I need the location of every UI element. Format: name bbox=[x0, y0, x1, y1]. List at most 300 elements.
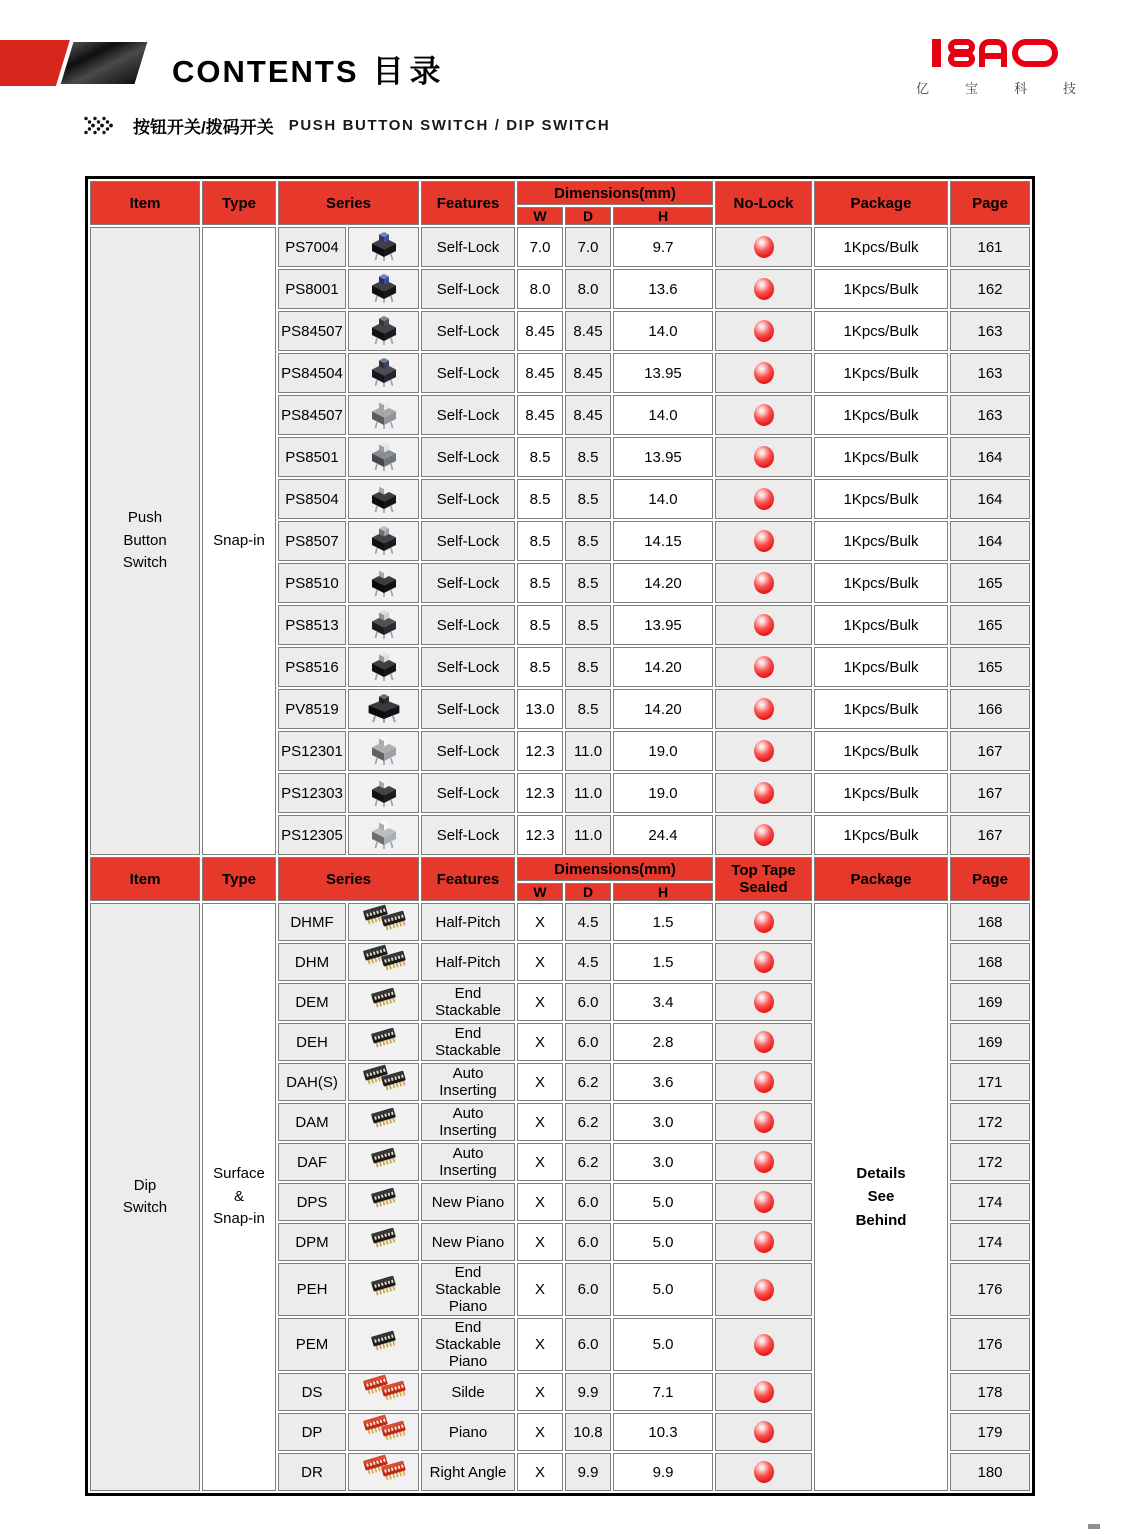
cell-indicator bbox=[715, 647, 812, 687]
cell-page: 166 bbox=[950, 689, 1030, 729]
cell-dimension-d: 8.5 bbox=[565, 605, 611, 645]
cell-dimension-h: 14.15 bbox=[613, 521, 713, 561]
cell-dimension-d: 6.2 bbox=[565, 1143, 611, 1181]
section-label-en: PUSH BUTTON SWITCH / DIP SWITCH bbox=[288, 117, 611, 134]
cell-page: 168 bbox=[950, 903, 1030, 941]
cell-dimension-d: 6.0 bbox=[565, 1183, 611, 1221]
cell-package: 1Kpcs/Bulk bbox=[814, 479, 948, 519]
cell-page: 163 bbox=[950, 395, 1030, 435]
cell-dimension-h: 3.0 bbox=[613, 1143, 713, 1181]
cell-product-photo bbox=[348, 1223, 419, 1261]
cell-indicator bbox=[715, 1063, 812, 1101]
column-header-package: Package bbox=[814, 181, 948, 225]
cell-page: 176 bbox=[950, 1263, 1030, 1316]
cell-dimension-d: 8.5 bbox=[565, 647, 611, 687]
cell-page: 169 bbox=[950, 1023, 1030, 1061]
cell-series: PV8519 bbox=[278, 689, 346, 729]
cell-dimension-d: 8.5 bbox=[565, 479, 611, 519]
cell-series: DP bbox=[278, 1413, 346, 1451]
cell-series: DEM bbox=[278, 983, 346, 1021]
cell-product-photo bbox=[348, 983, 419, 1021]
cell-features: New Piano bbox=[421, 1223, 515, 1261]
cell-dimension-w: X bbox=[517, 1063, 563, 1101]
table-row bbox=[90, 227, 1030, 267]
cell-page: 176 bbox=[950, 1318, 1030, 1371]
cell-features: Self-Lock bbox=[421, 311, 515, 351]
cell-dimension-h: 24.4 bbox=[613, 815, 713, 855]
cell-package-merged: Details See Behind bbox=[814, 903, 948, 1491]
cell-dimension-w: X bbox=[517, 1413, 563, 1451]
cell-package: 1Kpcs/Bulk bbox=[814, 689, 948, 729]
cell-page: 172 bbox=[950, 1143, 1030, 1181]
red-indicator-dot bbox=[754, 1279, 774, 1301]
push-button-switch-photo bbox=[364, 522, 404, 556]
cell-series: DAF bbox=[278, 1143, 346, 1181]
cell-dimension-d: 8.45 bbox=[565, 311, 611, 351]
cell-indicator bbox=[715, 1263, 812, 1316]
cell-page: 164 bbox=[950, 437, 1030, 477]
red-indicator-dot bbox=[754, 1381, 774, 1403]
red-indicator-dot bbox=[754, 1071, 774, 1093]
brand-char: 技 bbox=[1062, 81, 1076, 96]
cell-indicator bbox=[715, 437, 812, 477]
cell-indicator bbox=[715, 1223, 812, 1261]
cell-indicator bbox=[715, 983, 812, 1021]
cell-package: 1Kpcs/Bulk bbox=[814, 311, 948, 351]
cell-features: Auto Inserting bbox=[421, 1143, 515, 1181]
push-button-switch-photo bbox=[364, 396, 404, 430]
cell-product-photo bbox=[348, 227, 419, 267]
cell-series: DS bbox=[278, 1373, 346, 1411]
column-header-h: H bbox=[613, 207, 713, 225]
cell-series: PS8501 bbox=[278, 437, 346, 477]
column-header-page: Page bbox=[950, 857, 1030, 901]
dip-switch-photo bbox=[361, 1374, 407, 1406]
cell-series: DHMF bbox=[278, 903, 346, 941]
push-button-switch-photo bbox=[364, 480, 404, 514]
push-button-switch-photo bbox=[364, 648, 404, 682]
cell-series: PS12305 bbox=[278, 815, 346, 855]
cell-dimension-d: 6.0 bbox=[565, 1223, 611, 1261]
cell-series: DEH bbox=[278, 1023, 346, 1061]
cell-dimension-h: 5.0 bbox=[613, 1183, 713, 1221]
red-indicator-dot bbox=[754, 782, 774, 804]
cell-features: Self-Lock bbox=[421, 689, 515, 729]
cell-product-photo bbox=[348, 903, 419, 941]
column-header-dimensions: Dimensions(mm) bbox=[517, 857, 713, 881]
brandmark-parallelograms bbox=[0, 40, 152, 91]
cell-indicator bbox=[715, 1413, 812, 1451]
cell-features: Self-Lock bbox=[421, 605, 515, 645]
cell-features: Self-Lock bbox=[421, 647, 515, 687]
push-button-switch-photo bbox=[364, 816, 404, 850]
cell-dimension-h: 2.8 bbox=[613, 1023, 713, 1061]
column-header-item: Item bbox=[90, 181, 200, 225]
cell-dimension-w: X bbox=[517, 1183, 563, 1221]
push-button-switch-photo bbox=[364, 690, 404, 724]
type-group-cell: Snap-in bbox=[202, 227, 276, 855]
cell-features: Self-Lock bbox=[421, 269, 515, 309]
push-button-switch-photo bbox=[364, 774, 404, 808]
dip-switch-photo bbox=[361, 944, 407, 976]
cell-dimension-d: 11.0 bbox=[565, 815, 611, 855]
brand-char: 亿 bbox=[916, 81, 930, 96]
cell-features: Self-Lock bbox=[421, 773, 515, 813]
cell-page: 169 bbox=[950, 983, 1030, 1021]
cell-dimension-d: 9.9 bbox=[565, 1453, 611, 1491]
cell-dimension-d: 6.0 bbox=[565, 1318, 611, 1371]
cell-dimension-h: 13.6 bbox=[613, 269, 713, 309]
cell-package: 1Kpcs/Bulk bbox=[814, 437, 948, 477]
cell-dimension-w: X bbox=[517, 983, 563, 1021]
cell-page: 165 bbox=[950, 563, 1030, 603]
cell-dimension-h: 14.20 bbox=[613, 647, 713, 687]
cell-dimension-w: 12.3 bbox=[517, 773, 563, 813]
cell-product-photo bbox=[348, 437, 419, 477]
cell-series: PS8513 bbox=[278, 605, 346, 645]
dip-switch-photo bbox=[361, 1327, 407, 1359]
cell-indicator bbox=[715, 479, 812, 519]
cell-indicator bbox=[715, 731, 812, 771]
red-indicator-dot bbox=[754, 1191, 774, 1213]
cell-features: Self-Lock bbox=[421, 395, 515, 435]
red-indicator-dot bbox=[754, 1421, 774, 1443]
cell-series: DAM bbox=[278, 1103, 346, 1141]
dip-switch-photo bbox=[361, 904, 407, 936]
table-section-rows bbox=[90, 903, 1030, 1491]
cell-page: 165 bbox=[950, 647, 1030, 687]
column-header-d: D bbox=[565, 207, 611, 225]
cell-series: DHM bbox=[278, 943, 346, 981]
cell-product-photo bbox=[348, 1453, 419, 1491]
cell-indicator bbox=[715, 269, 812, 309]
cell-page: 174 bbox=[950, 1183, 1030, 1221]
cell-product-photo bbox=[348, 1183, 419, 1221]
cell-product-photo bbox=[348, 1373, 419, 1411]
cell-features: End Stackable Piano bbox=[421, 1318, 515, 1371]
dip-switch-photo bbox=[361, 1224, 407, 1256]
cell-series: PEH bbox=[278, 1263, 346, 1316]
cell-dimension-d: 6.2 bbox=[565, 1063, 611, 1101]
cell-dimension-d: 7.0 bbox=[565, 227, 611, 267]
red-indicator-dot bbox=[754, 911, 774, 933]
cell-dimension-w: 8.5 bbox=[517, 647, 563, 687]
red-indicator-dot bbox=[754, 824, 774, 846]
cell-features: Self-Lock bbox=[421, 815, 515, 855]
cell-series: PS12301 bbox=[278, 731, 346, 771]
cell-product-photo bbox=[348, 689, 419, 729]
cell-features: End Stackable bbox=[421, 983, 515, 1021]
cell-indicator bbox=[715, 605, 812, 645]
cell-page: 168 bbox=[950, 943, 1030, 981]
dip-switch-photo bbox=[361, 1414, 407, 1446]
cell-dimension-w: X bbox=[517, 903, 563, 941]
red-indicator-dot bbox=[754, 1151, 774, 1173]
cell-page: 165 bbox=[950, 605, 1030, 645]
cell-dimension-d: 8.5 bbox=[565, 521, 611, 561]
cell-dimension-w: 8.5 bbox=[517, 521, 563, 561]
cell-dimension-d: 8.5 bbox=[565, 689, 611, 729]
cell-dimension-w: 8.45 bbox=[517, 395, 563, 435]
red-indicator-dot bbox=[754, 236, 774, 258]
footer-page-mark bbox=[1088, 1524, 1100, 1529]
red-indicator-dot bbox=[754, 320, 774, 342]
cell-product-photo bbox=[348, 943, 419, 981]
cell-dimension-d: 6.2 bbox=[565, 1103, 611, 1141]
red-indicator-dot bbox=[754, 1031, 774, 1053]
cell-indicator bbox=[715, 227, 812, 267]
cell-series: PS8516 bbox=[278, 647, 346, 687]
cell-page: 163 bbox=[950, 353, 1030, 393]
cell-dimension-d: 6.0 bbox=[565, 1263, 611, 1316]
cell-page: 167 bbox=[950, 773, 1030, 813]
ibao-logo-icon bbox=[931, 36, 1061, 70]
cell-dimension-d: 8.45 bbox=[565, 353, 611, 393]
cell-indicator bbox=[715, 353, 812, 393]
contents-table bbox=[88, 179, 1032, 1493]
column-header-features: Features bbox=[421, 181, 515, 225]
cell-dimension-w: X bbox=[517, 1453, 563, 1491]
cell-product-photo bbox=[348, 731, 419, 771]
red-indicator-dot bbox=[754, 1461, 774, 1483]
cell-dimension-h: 3.6 bbox=[613, 1063, 713, 1101]
dip-switch-photo bbox=[361, 1184, 407, 1216]
cell-dimension-w: X bbox=[517, 1318, 563, 1371]
cell-page: 179 bbox=[950, 1413, 1030, 1451]
cell-dimension-h: 5.0 bbox=[613, 1223, 713, 1261]
cell-dimension-w: 8.5 bbox=[517, 437, 563, 477]
cell-page: 162 bbox=[950, 269, 1030, 309]
cell-features: Self-Lock bbox=[421, 437, 515, 477]
brand-char: 科 bbox=[1013, 81, 1027, 96]
cell-dimension-w: X bbox=[517, 1223, 563, 1261]
cell-dimension-h: 13.95 bbox=[613, 437, 713, 477]
cell-dimension-h: 19.0 bbox=[613, 731, 713, 771]
cell-dimension-h: 14.20 bbox=[613, 689, 713, 729]
red-indicator-dot bbox=[754, 404, 774, 426]
column-header-series: Series bbox=[278, 857, 419, 901]
cell-dimension-w: X bbox=[517, 943, 563, 981]
cell-page: 164 bbox=[950, 521, 1030, 561]
cell-product-photo bbox=[348, 815, 419, 855]
cell-indicator bbox=[715, 1373, 812, 1411]
cell-dimension-d: 11.0 bbox=[565, 773, 611, 813]
cell-product-photo bbox=[348, 563, 419, 603]
cell-dimension-w: 8.0 bbox=[517, 269, 563, 309]
cell-product-photo bbox=[348, 1023, 419, 1061]
cell-dimension-w: 12.3 bbox=[517, 815, 563, 855]
column-header-type: Type bbox=[202, 181, 276, 225]
cell-features: Piano bbox=[421, 1413, 515, 1451]
push-button-switch-photo bbox=[364, 228, 404, 262]
push-button-switch-photo bbox=[364, 354, 404, 388]
red-indicator-dot bbox=[754, 362, 774, 384]
cell-dimension-w: 8.5 bbox=[517, 563, 563, 603]
column-header-item: Item bbox=[90, 857, 200, 901]
cell-dimension-h: 13.95 bbox=[613, 353, 713, 393]
cell-page: 167 bbox=[950, 731, 1030, 771]
cell-indicator bbox=[715, 903, 812, 941]
cell-indicator bbox=[715, 773, 812, 813]
cell-features: Right Angle bbox=[421, 1453, 515, 1491]
push-button-switch-photo bbox=[364, 270, 404, 304]
cell-indicator bbox=[715, 689, 812, 729]
cell-dimension-d: 6.0 bbox=[565, 1023, 611, 1061]
cell-indicator bbox=[715, 1023, 812, 1061]
cell-dimension-h: 14.0 bbox=[613, 479, 713, 519]
red-indicator-dot bbox=[754, 951, 774, 973]
column-header-features: Features bbox=[421, 857, 515, 901]
cell-package: 1Kpcs/Bulk bbox=[814, 815, 948, 855]
cell-series: PEM bbox=[278, 1318, 346, 1371]
push-button-switch-photo bbox=[364, 606, 404, 640]
red-indicator-dot bbox=[754, 740, 774, 762]
cell-indicator bbox=[715, 1453, 812, 1491]
cell-product-photo bbox=[348, 395, 419, 435]
red-indicator-dot bbox=[754, 488, 774, 510]
cell-dimension-d: 8.5 bbox=[565, 563, 611, 603]
column-header-w: W bbox=[517, 207, 563, 225]
cell-dimension-h: 10.3 bbox=[613, 1413, 713, 1451]
cell-product-photo bbox=[348, 269, 419, 309]
column-header-type: Type bbox=[202, 857, 276, 901]
cell-features: Self-Lock bbox=[421, 563, 515, 603]
cell-dimension-h: 7.1 bbox=[613, 1373, 713, 1411]
push-button-switch-photo bbox=[364, 732, 404, 766]
red-indicator-dot bbox=[754, 446, 774, 468]
cell-dimension-h: 5.0 bbox=[613, 1318, 713, 1371]
cell-dimension-d: 8.45 bbox=[565, 395, 611, 435]
column-header-d: D bbox=[565, 883, 611, 901]
cell-page: 163 bbox=[950, 311, 1030, 351]
cell-package: 1Kpcs/Bulk bbox=[814, 731, 948, 771]
cell-features: Self-Lock bbox=[421, 521, 515, 561]
cell-package: 1Kpcs/Bulk bbox=[814, 563, 948, 603]
cell-package: 1Kpcs/Bulk bbox=[814, 521, 948, 561]
item-group-cell: Dip Switch bbox=[90, 903, 200, 1491]
cell-product-photo bbox=[348, 1318, 419, 1371]
cell-dimension-w: 13.0 bbox=[517, 689, 563, 729]
cell-dimension-d: 10.8 bbox=[565, 1413, 611, 1451]
cell-dimension-h: 14.20 bbox=[613, 563, 713, 603]
dip-switch-photo bbox=[361, 1064, 407, 1096]
cell-dimension-d: 11.0 bbox=[565, 731, 611, 771]
page-title bbox=[172, 46, 447, 91]
section-label-zh: 按钮开关/拨码开关 bbox=[133, 118, 274, 137]
cell-dimension-w: X bbox=[517, 1263, 563, 1316]
cell-dimension-h: 3.4 bbox=[613, 983, 713, 1021]
item-group-cell: Push Button Switch bbox=[90, 227, 200, 855]
red-indicator-dot bbox=[754, 278, 774, 300]
cell-product-photo bbox=[348, 521, 419, 561]
cell-dimension-h: 3.0 bbox=[613, 1103, 713, 1141]
column-header-indicator: Top Tape Sealed bbox=[715, 857, 812, 901]
cell-series: DPS bbox=[278, 1183, 346, 1221]
cell-dimension-h: 19.0 bbox=[613, 773, 713, 813]
cell-product-photo bbox=[348, 311, 419, 351]
push-button-switch-photo bbox=[364, 312, 404, 346]
cell-product-photo bbox=[348, 1063, 419, 1101]
cell-features: New Piano bbox=[421, 1183, 515, 1221]
cell-series: DAH(S) bbox=[278, 1063, 346, 1101]
cell-dimension-h: 1.5 bbox=[613, 943, 713, 981]
cell-features: Self-Lock bbox=[421, 227, 515, 267]
cell-features: End Stackable bbox=[421, 1023, 515, 1061]
section-label bbox=[84, 113, 610, 138]
red-indicator-dot bbox=[754, 614, 774, 636]
cell-series: PS84507 bbox=[278, 311, 346, 351]
column-header-page: Page bbox=[950, 181, 1030, 225]
cell-package: 1Kpcs/Bulk bbox=[814, 605, 948, 645]
cell-dimension-h: 13.95 bbox=[613, 605, 713, 645]
contents-table-wrap bbox=[85, 176, 1035, 1496]
brand-char: 宝 bbox=[964, 81, 978, 96]
cell-series: PS84504 bbox=[278, 353, 346, 393]
cell-features: Half-Pitch bbox=[421, 903, 515, 941]
cell-dimension-w: X bbox=[517, 1023, 563, 1061]
cell-dimension-w: 7.0 bbox=[517, 227, 563, 267]
cell-series: PS12303 bbox=[278, 773, 346, 813]
table-section-rows bbox=[90, 227, 1030, 855]
cell-dimension-d: 4.5 bbox=[565, 943, 611, 981]
cell-indicator bbox=[715, 563, 812, 603]
cell-indicator bbox=[715, 521, 812, 561]
cell-dimension-w: 8.5 bbox=[517, 479, 563, 519]
dip-switch-photo bbox=[361, 1024, 407, 1056]
cell-product-photo bbox=[348, 647, 419, 687]
column-header-h: H bbox=[613, 883, 713, 901]
cell-features: Silde bbox=[421, 1373, 515, 1411]
cell-features: Auto Inserting bbox=[421, 1103, 515, 1141]
cell-dimension-d: 9.9 bbox=[565, 1373, 611, 1411]
dip-switch-photo bbox=[361, 1104, 407, 1136]
push-button-switch-photo bbox=[364, 564, 404, 598]
cell-series: DPM bbox=[278, 1223, 346, 1261]
red-indicator-dot bbox=[754, 1334, 774, 1356]
cell-package: 1Kpcs/Bulk bbox=[814, 269, 948, 309]
column-header-dimensions: Dimensions(mm) bbox=[517, 181, 713, 205]
cell-dimension-h: 1.5 bbox=[613, 903, 713, 941]
cell-product-photo bbox=[348, 1143, 419, 1181]
cell-indicator bbox=[715, 1103, 812, 1141]
red-indicator-dot bbox=[754, 572, 774, 594]
cell-dimension-d: 4.5 bbox=[565, 903, 611, 941]
cell-indicator bbox=[715, 311, 812, 351]
cell-features: Auto Inserting bbox=[421, 1063, 515, 1101]
brandmark-graphic bbox=[0, 40, 152, 86]
push-button-switch-photo bbox=[364, 438, 404, 472]
cell-indicator bbox=[715, 1183, 812, 1221]
cell-product-photo bbox=[348, 479, 419, 519]
cell-series: PS8510 bbox=[278, 563, 346, 603]
column-header-w: W bbox=[517, 883, 563, 901]
cell-dimension-h: 14.0 bbox=[613, 311, 713, 351]
cell-page: 174 bbox=[950, 1223, 1030, 1261]
cell-product-photo bbox=[348, 1263, 419, 1316]
cell-features: Self-Lock bbox=[421, 479, 515, 519]
column-header-indicator: No-Lock bbox=[715, 181, 812, 225]
cell-product-photo bbox=[348, 605, 419, 645]
red-indicator-dot bbox=[754, 1111, 774, 1133]
cell-package: 1Kpcs/Bulk bbox=[814, 353, 948, 393]
cell-features: Self-Lock bbox=[421, 353, 515, 393]
table-header-band bbox=[90, 181, 1030, 225]
cell-page: 161 bbox=[950, 227, 1030, 267]
cell-page: 172 bbox=[950, 1103, 1030, 1141]
brand-sub-name bbox=[914, 78, 1078, 97]
dip-switch-photo bbox=[361, 1272, 407, 1304]
cell-product-photo bbox=[348, 773, 419, 813]
